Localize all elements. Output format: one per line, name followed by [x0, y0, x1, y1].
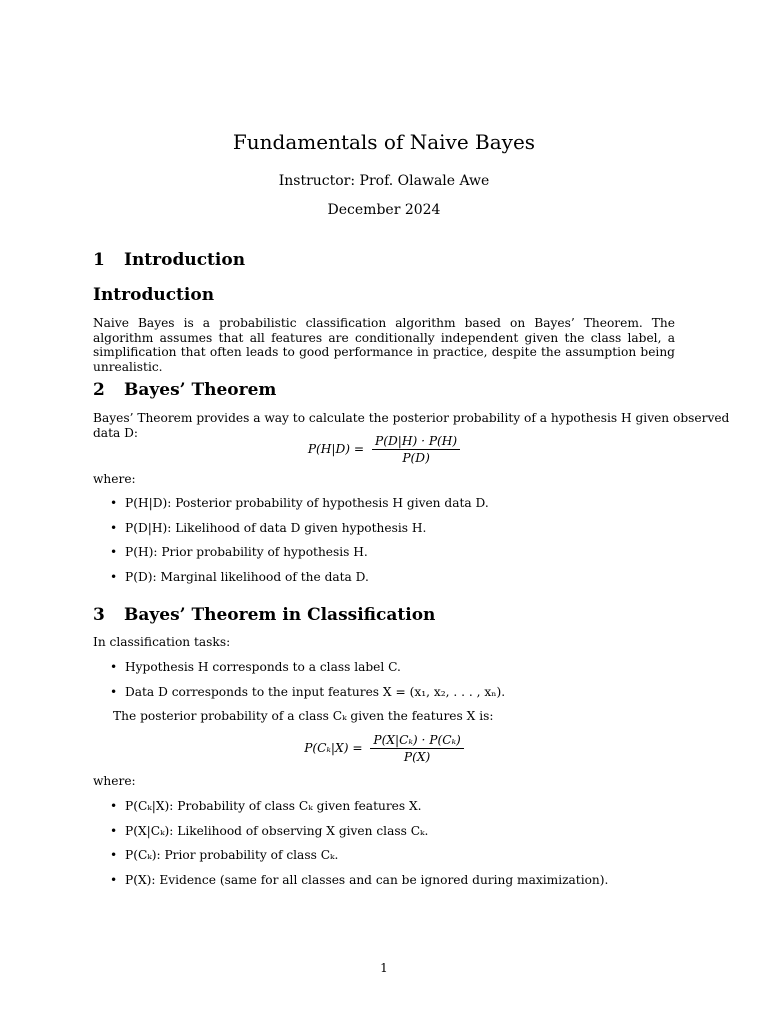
section-number: 1	[93, 250, 105, 270]
bullet-icon: •	[110, 520, 118, 535]
bullet-icon: •	[110, 684, 118, 699]
section-1-heading	[93, 250, 245, 270]
equation-fraction	[370, 733, 463, 764]
bullet-icon: •	[110, 799, 118, 813]
bayes-intro-line-1: Bayes’ Theorem provides a way to calculate the posterior probability of a hypothesis H given observed	[93, 411, 730, 425]
bullet-icon: •	[110, 848, 118, 862]
section-title: Bayes’ Theorem in Classification	[124, 605, 436, 625]
bayes-intro-line-2: data D:	[93, 426, 138, 440]
posterior-line: The posterior probability of a class Cₖ given the features X is:	[113, 709, 494, 723]
equation-numerator: P(D|H) · P(H)	[372, 434, 460, 450]
section-number: 2	[93, 380, 105, 400]
bayes-equation	[0, 434, 768, 465]
bullet-icon: •	[110, 545, 118, 559]
date-line: December 2024	[327, 202, 441, 218]
where-label: where:	[93, 472, 136, 486]
document-title: Fundamentals of Naive Bayes	[232, 130, 536, 154]
page-number: 1	[380, 961, 388, 975]
section-1-subheading: Introduction	[93, 285, 215, 305]
classification-intro: In classification tasks:	[93, 635, 231, 649]
instructor-line: Instructor: Prof. Olawale Awe	[278, 173, 490, 189]
bullet-icon: •	[110, 872, 118, 887]
classification-equation	[0, 733, 768, 764]
bullet-icon: •	[110, 823, 118, 838]
equation-lhs: P(Cₖ|X) =	[304, 741, 363, 755]
equation-numerator: P(X|Cₖ) · P(Cₖ)	[370, 733, 463, 749]
section-title: Bayes’ Theorem	[124, 380, 277, 400]
document-page: Fundamentals of Naive Bayes Instructor: Prof. Olawale Awe December 2024 1 Introduction Introduction Naive Bayes is a probabilistic classification algorithm based on Bayes’ Theorem. The algorithm assumes that all features are conditionally independent given the class label, a simplification that often leads to good performance in practice, despite the assumption being unrealistic. 2 Bayes’ Theorem Bayes’ Theorem provides a way to calculate the posterior probability of a hypothesis H given observed data D: P(H|D) = $\frac{P(D|H) \cdot P(H)}{P(D)}$ where: • P(H|D): Posterior probability of hypothesis H given data D. • P(D|H): Likelihood of data D given hypothesis H. • P(H): Prior probability of hypothesis H. • P(D): Marginal likelihood of the data D. 3 Bayes’ Theorem in Classification In classification tasks: • Hypothesis H corresponds to a class label C. • Data D corresponds to the input features X = (x₁, x₂, . . . , xₙ). The posterior probability of a class Cₖ given the features X is: P(Cₖ|X) = $\frac{\text{P(X|Cₖ) · P(Cₖ)}}{P(X)}$ where: • P(Cₖ|X): Probability of class Cₖ given features X. • P(X|Cₖ): Likelihood of observing X given class Cₖ. • P(Cₖ): Prior probability of class Cₖ. • P(X): Evidence (same for all classes and can be ignored during maximization). 1	[0, 0, 768, 1024]
equation-denominator: P(D)	[402, 451, 430, 465]
section-2-heading	[93, 380, 276, 400]
bullet-icon: •	[110, 496, 118, 510]
intro-paragraph: Naive Bayes is a probabilistic classification algorithm based on Bayes’ Theorem. The algorithm assumes that all features are conditionally independent given the class label, a simplification that often leads to good performance in practice, despite the assumption being unrealistic.	[93, 316, 675, 374]
where-label: where:	[93, 774, 136, 788]
equation-fraction	[372, 434, 460, 465]
bullet-icon: •	[110, 569, 118, 584]
section-number: 3	[93, 605, 105, 625]
bullet-icon: •	[110, 660, 118, 674]
equation-lhs: P(H|D) =	[307, 442, 365, 456]
section-title: Introduction	[124, 250, 246, 270]
section-3-heading	[93, 605, 435, 625]
equation-denominator: P(X)	[403, 750, 431, 764]
